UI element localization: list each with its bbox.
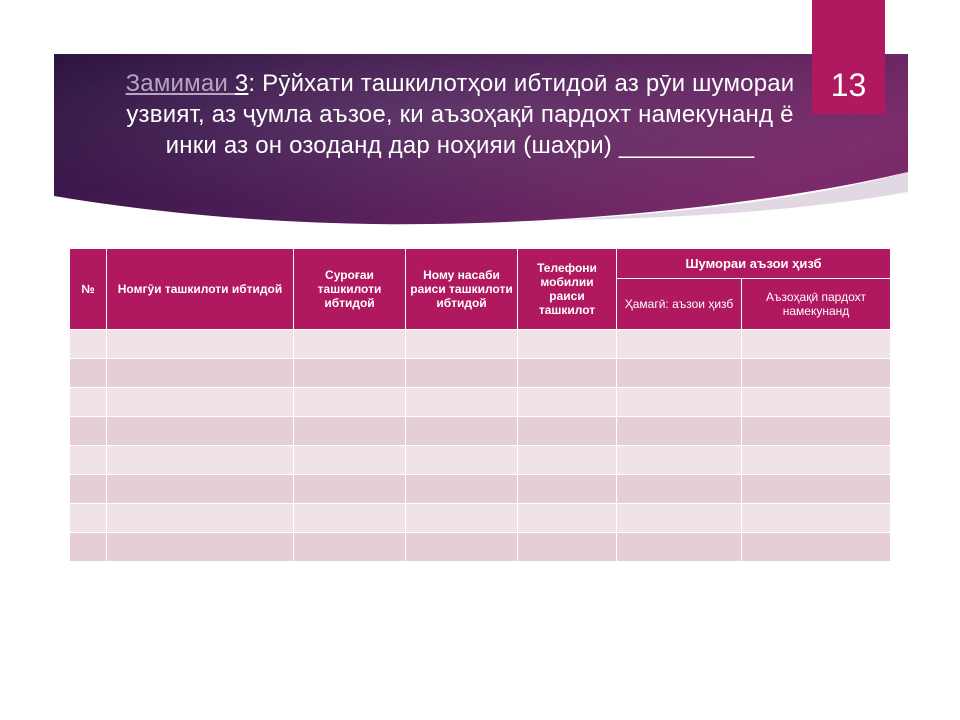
table-cell[interactable] bbox=[617, 359, 742, 388]
table-cell[interactable] bbox=[294, 330, 406, 359]
table-row bbox=[70, 475, 891, 504]
members-table bbox=[69, 248, 891, 562]
table-cell[interactable] bbox=[70, 504, 107, 533]
header-members-group: Шумораи аъзои ҳизб bbox=[617, 249, 891, 279]
table-cell[interactable] bbox=[107, 330, 294, 359]
header-number: № bbox=[70, 249, 107, 330]
header-chair-phone: Телефони мобилии раиси ташкилот bbox=[518, 249, 617, 330]
table-cell[interactable] bbox=[406, 504, 518, 533]
table-cell[interactable] bbox=[406, 417, 518, 446]
table-row bbox=[70, 388, 891, 417]
title-link-number[interactable]: 3 bbox=[234, 70, 249, 97]
table-cell[interactable] bbox=[617, 504, 742, 533]
table-cell[interactable] bbox=[518, 504, 617, 533]
table-cell[interactable] bbox=[617, 475, 742, 504]
table-cell[interactable] bbox=[518, 533, 617, 562]
title-text-rest: : Рӯйхати ташкилотҳои ибтидоӣ аз рӯи шумораи узвият, аз ҷумла аъзое, ки аъзоҳақӣ пардохт намекунанд ё инки аз он озоданд дар ноҳияи (шаҳри) __________ bbox=[126, 70, 795, 159]
table-row bbox=[70, 359, 891, 388]
table-cell[interactable] bbox=[107, 475, 294, 504]
table-cell[interactable] bbox=[107, 359, 294, 388]
table-cell[interactable] bbox=[294, 475, 406, 504]
header-chair-name: Ному насаби раиси ташкилоти ибтидой bbox=[406, 249, 518, 330]
table-cell[interactable] bbox=[294, 446, 406, 475]
table-cell[interactable] bbox=[617, 330, 742, 359]
table-cell[interactable] bbox=[742, 330, 891, 359]
table-cell[interactable] bbox=[107, 446, 294, 475]
table-row bbox=[70, 504, 891, 533]
header-org-name: Номгӯи ташкилоти ибтидой bbox=[107, 249, 294, 330]
table-cell[interactable] bbox=[406, 359, 518, 388]
table-cell[interactable] bbox=[518, 417, 617, 446]
table-cell[interactable] bbox=[518, 475, 617, 504]
table-cell[interactable] bbox=[742, 504, 891, 533]
table-cell[interactable] bbox=[742, 417, 891, 446]
table-cell[interactable] bbox=[294, 388, 406, 417]
table-cell[interactable] bbox=[406, 475, 518, 504]
table-cell[interactable] bbox=[406, 446, 518, 475]
page-number: 13 bbox=[830, 67, 867, 103]
page-number-tab bbox=[812, 0, 885, 114]
title-link[interactable]: Замимаи bbox=[125, 70, 235, 97]
table-row bbox=[70, 417, 891, 446]
slide-title bbox=[110, 68, 810, 161]
table-cell[interactable] bbox=[617, 388, 742, 417]
table-cell[interactable] bbox=[107, 533, 294, 562]
table-cell[interactable] bbox=[294, 359, 406, 388]
table-cell[interactable] bbox=[107, 417, 294, 446]
table-cell[interactable] bbox=[742, 446, 891, 475]
table-cell[interactable] bbox=[406, 388, 518, 417]
table-row bbox=[70, 330, 891, 359]
header-members-total: Ҳамагӣ: аъзои ҳизб bbox=[617, 279, 742, 330]
header-members-unpaid: Аъзоҳақӣ пардохт намекунанд bbox=[742, 279, 891, 330]
table-cell[interactable] bbox=[70, 359, 107, 388]
table-body bbox=[70, 330, 891, 562]
table-cell[interactable] bbox=[70, 388, 107, 417]
table-cell[interactable] bbox=[742, 475, 891, 504]
table-cell[interactable] bbox=[70, 475, 107, 504]
table-cell[interactable] bbox=[617, 533, 742, 562]
table-row bbox=[70, 446, 891, 475]
table-cell[interactable] bbox=[617, 446, 742, 475]
header-org-address: Суроғаи ташкилоти ибтидой bbox=[294, 249, 406, 330]
table-cell[interactable] bbox=[294, 533, 406, 562]
table-cell[interactable] bbox=[70, 417, 107, 446]
table-cell[interactable] bbox=[107, 388, 294, 417]
table-cell[interactable] bbox=[518, 388, 617, 417]
table-cell[interactable] bbox=[742, 388, 891, 417]
table-row bbox=[70, 533, 891, 562]
table-header-row bbox=[70, 249, 891, 279]
table-cell[interactable] bbox=[70, 446, 107, 475]
table-cell[interactable] bbox=[70, 330, 107, 359]
table-cell[interactable] bbox=[70, 533, 107, 562]
table-cell[interactable] bbox=[518, 359, 617, 388]
table-cell[interactable] bbox=[742, 359, 891, 388]
table-cell[interactable] bbox=[294, 504, 406, 533]
table-cell[interactable] bbox=[617, 417, 742, 446]
table-cell[interactable] bbox=[107, 504, 294, 533]
table-cell[interactable] bbox=[294, 417, 406, 446]
table-cell[interactable] bbox=[406, 330, 518, 359]
table-cell[interactable] bbox=[518, 330, 617, 359]
members-table-wrapper bbox=[69, 248, 890, 562]
table-cell[interactable] bbox=[406, 533, 518, 562]
table-cell[interactable] bbox=[518, 446, 617, 475]
table-cell[interactable] bbox=[742, 533, 891, 562]
